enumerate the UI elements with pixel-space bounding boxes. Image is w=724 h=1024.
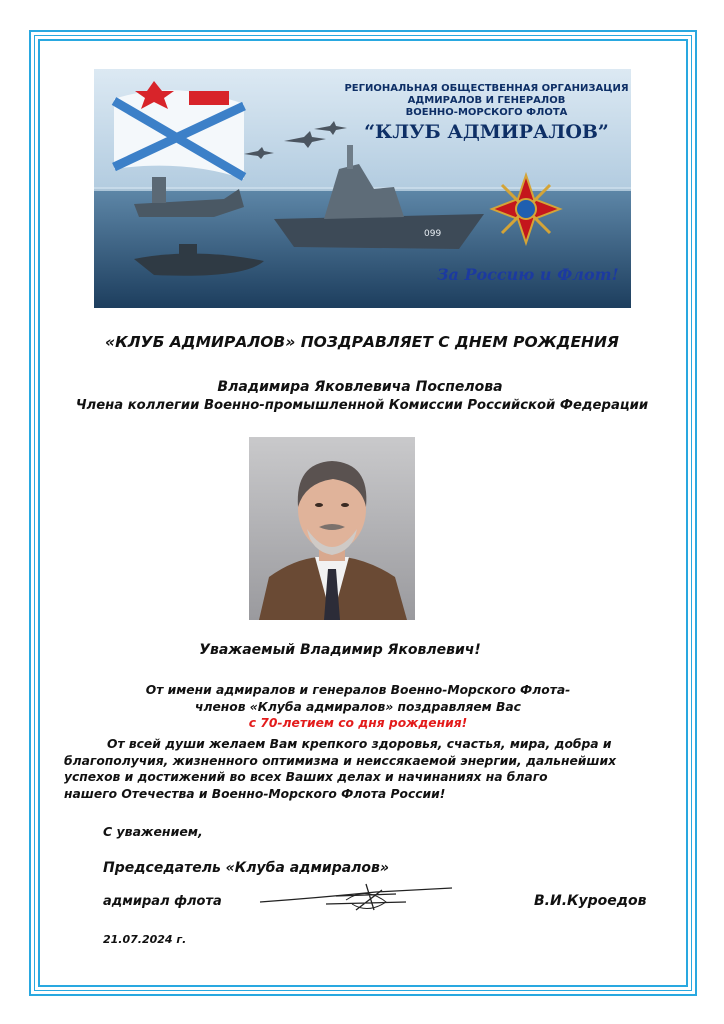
soviet-flag [189,91,229,105]
document-date: 21.07.2024 г. [103,933,187,946]
ship-number: 099 [424,229,442,239]
header-banner [94,69,631,308]
order-emblem-icon [492,175,560,243]
org-line-1: РЕГИОНАЛЬНАЯ ОБЩЕСТВЕННАЯ ОРГАНИЗАЦИЯ [344,83,629,94]
recipient-position: Члена коллегии Военно-промышленной Комиссии Российской Федерации [75,398,649,413]
signer-rank: адмирал флота [103,894,222,909]
cruiser [274,214,484,249]
body-line-1: От имени адмиралов и генералов Военно-Морского Флота- [145,683,571,697]
regards: С уважением, [103,824,203,839]
handwritten-signature [256,880,456,916]
club-name: “КЛУБ АДМИРАЛОВ” [364,121,609,143]
wishes-line-2: благополучия, жизненного оптимизма и неиссякаемой энергии, дальнейших [64,754,617,768]
motto: За Россию и Флот! [437,265,619,284]
org-line-3: ВОЕННО-МОРСКОГО ФЛОТА [405,107,568,118]
chairman-title: Председатель «Клуба адмиралов» [103,860,390,876]
greeting: Уважаемый Владимир Яковлевич! [199,642,481,658]
anniversary-line: с 70-летием со дня рождения! [248,716,468,730]
recipient-photo [249,437,415,620]
organization-name [344,83,629,119]
wishes-line-1: От всей души желаем Вам крепкого здоровья, счастья, мира, добра и [107,737,612,751]
wishes-line-3: успехов и достижений во всех Ваших делах и начинаниях на благо [64,770,548,784]
wishes-line-4: нашего Отечества и Военно-Морского Флота России! [64,787,446,801]
page-title: «КЛУБ АДМИРАЛОВ» ПОЗДРАВЛЯЕТ С ДНЕМ РОЖДЕНИЯ [105,333,619,351]
recipient-name: Владимира Яковлевича Поспелова [217,379,503,395]
org-line-2: АДМИРАЛОВ И ГЕНЕРАЛОВ [407,95,566,106]
signer-name: В.И.Куроедов [534,893,647,909]
body-line-2: членов «Клуба адмиралов» поздравляем Вас [195,700,521,714]
